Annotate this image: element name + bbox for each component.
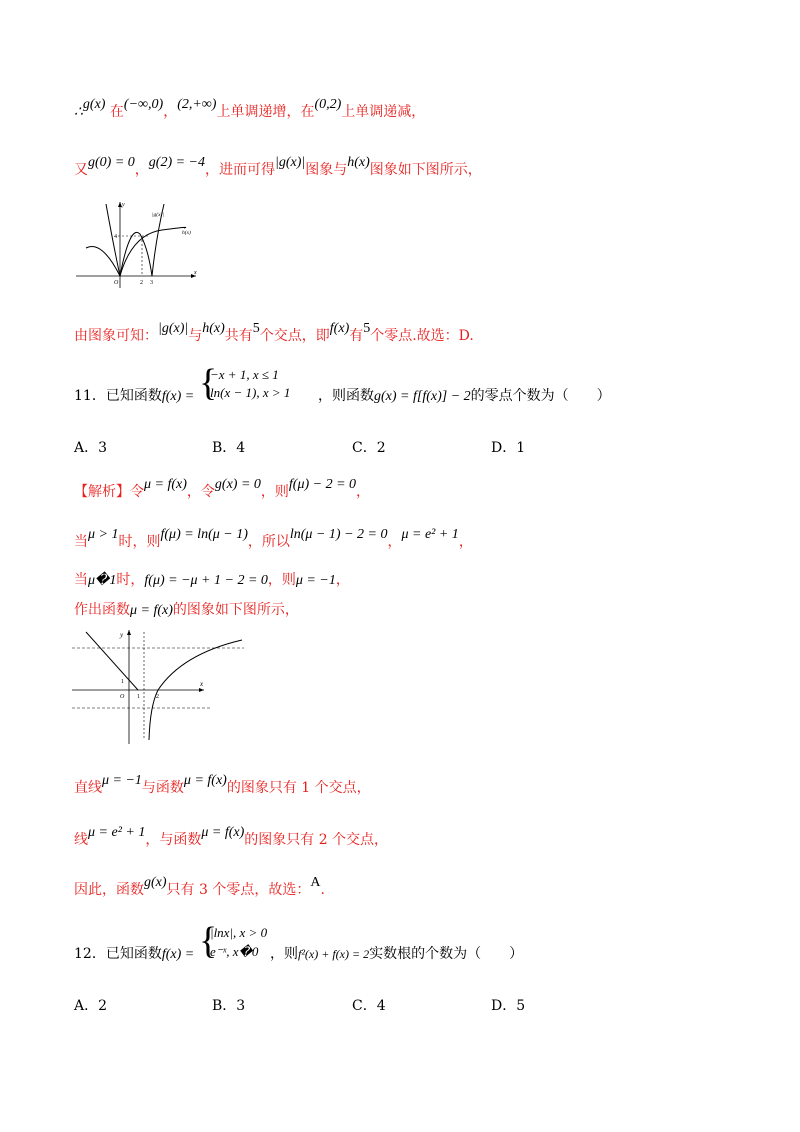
q11-piece-1: −x + 1, x ≤ 1 [210, 367, 279, 382]
q12-piece-1: |lnx|, x > 0 [210, 925, 268, 940]
q12-option-c[interactable]: C．4 [352, 998, 386, 1014]
text-a: 由图象可知： [74, 328, 158, 344]
g-expr: g(x) [82, 97, 106, 112]
solution-line-4 [74, 600, 299, 621]
tick-1y: 1 [121, 679, 124, 685]
solution-line-2 [74, 527, 473, 553]
graph-abs-g-and-h [72, 198, 202, 290]
q12-tail [270, 944, 523, 964]
h-expr: h(x) [347, 155, 370, 170]
text-b: 与 [188, 328, 203, 344]
s2-shi: 时，则 [118, 534, 161, 550]
text-sep: ， [134, 162, 149, 178]
h-expr: h(x) [202, 321, 225, 336]
analysis-line-monotonicity [74, 97, 426, 123]
s2-c2: ， [458, 534, 473, 550]
q12-fx: f(x) = [161, 947, 195, 962]
abs-g-expr: |g(x)| [275, 155, 306, 170]
text-decreasing: 上单调递减， [341, 104, 426, 120]
tick-1x: 1 [137, 694, 140, 700]
s3-cond: μ�1 [88, 573, 117, 588]
s6-a: 线 [74, 832, 88, 848]
text-yu: 图象与 [305, 162, 348, 178]
s7-g: g(x) [144, 875, 167, 890]
s1-tag: 【解析】令 [74, 484, 144, 500]
s3-dang: 当 [74, 572, 88, 588]
interval-neg-inf-0: (−∞,0) [123, 97, 164, 112]
q12-piece-2: e⁻ˣ, x�0 [210, 944, 259, 959]
s2-eq: f(μ) = ln(μ − 1) [160, 527, 248, 542]
q11-tail [318, 386, 611, 407]
y-axis-arrow [127, 630, 131, 635]
text-mid: ，进而可得 [205, 162, 275, 178]
text-d: 个交点，即 [259, 328, 330, 344]
label-h: h(x) [182, 230, 191, 236]
q12-option-a[interactable]: A．2 [74, 998, 108, 1014]
s7-a: 因此，函数 [74, 882, 144, 898]
therefore-symbol: ∴ [74, 105, 83, 120]
q11-gx: g(x) = f[f(x)] − 2 [374, 389, 471, 404]
label-abs-g: |g(x)| [152, 212, 164, 218]
tick-3: 3 [150, 280, 153, 286]
g2-expr: g(2) = −4 [148, 155, 205, 170]
text-you: 又 [74, 162, 88, 178]
f-expr: f(x) [329, 321, 350, 336]
text-e: 有 [349, 328, 364, 344]
s7-dot: . [320, 882, 325, 898]
s2-dang: 当 [74, 534, 88, 550]
q12-option-b[interactable]: B．3 [212, 998, 246, 1014]
g0-expr: g(0) = 0 [88, 155, 135, 170]
q12-mid: ，则 [270, 946, 298, 962]
s5-c: 的图象只有 1 个交点， [226, 780, 371, 796]
line-piece [86, 632, 138, 690]
s1-c2: ，则 [260, 484, 289, 500]
text-zai: 在 [109, 104, 124, 120]
graph-mu-f-x [72, 628, 247, 746]
text-c: 共有 [224, 328, 253, 344]
s3-eq: f(μ) = −μ + 1 − 2 = 0 [144, 573, 268, 588]
tick-4: 4 [114, 234, 117, 240]
text-end: 图象如下图所示， [369, 162, 482, 178]
question-12-stem [74, 944, 194, 965]
q12-eq: f²(x) + f(x) = 2 [298, 947, 370, 961]
interval-2-inf: (2,+∞) [177, 97, 217, 112]
s4-b: 的图象如下图所示， [172, 602, 299, 618]
s3-res: μ = −1 [295, 573, 336, 588]
analysis-line-values [74, 155, 482, 181]
s7-b: 只有 3 个零点，故选： [166, 882, 311, 898]
s5-b: 与函数 [141, 780, 184, 796]
s6-b: ，与函数 [145, 832, 202, 848]
solution-line-3 [74, 570, 350, 591]
text-increasing: 上单调递增，在 [216, 104, 315, 120]
x-axis-arrow [199, 688, 204, 692]
q11-option-c[interactable]: C．2 [352, 440, 386, 456]
q11-option-b[interactable]: B．4 [212, 440, 246, 456]
s2-c: ， [387, 534, 402, 550]
solution-line-6 [74, 825, 389, 851]
s1-c3: ， [356, 484, 371, 500]
s5-a: 直线 [74, 780, 102, 796]
s6-eq: μ = e² + 1 [88, 825, 146, 840]
s3-ze: ，则 [267, 572, 296, 588]
s2-eq2: ln(μ − 1) − 2 = 0 [289, 527, 388, 542]
tick-2: 2 [140, 280, 143, 286]
origin-label: O [114, 280, 119, 286]
q12-brace: { [199, 920, 218, 962]
origin-label: O [120, 694, 125, 700]
solution-line-5 [74, 773, 371, 799]
x-label: x [200, 680, 204, 688]
s6-c: 的图象只有 2 个交点， [244, 832, 389, 848]
q11-fx: f(x) = [161, 389, 195, 404]
s5-eq2: μ = f(x) [183, 773, 227, 788]
tick-2x: 2 [156, 694, 159, 700]
solution-line-1 [74, 477, 371, 503]
s5-eq: μ = −1 [102, 773, 142, 788]
q11-piece-2: ln(x − 1), x > 1 [210, 385, 291, 400]
x-label: x [194, 270, 197, 276]
s3-c: ， [335, 572, 350, 588]
q11-tail-text: 的零点个数为（ ） [470, 388, 611, 404]
interval-0-2: (0,2) [314, 97, 342, 112]
q11-mid: ，则函数 [318, 388, 374, 404]
s1-g0: g(x) = 0 [214, 477, 261, 492]
y-label: y [122, 202, 125, 208]
s2-res: μ = e² + 1 [401, 527, 459, 542]
y-label: y [120, 631, 124, 639]
text-comma: ， [163, 104, 178, 120]
analysis-line-conclusion [74, 321, 474, 347]
s2-so: ，所以 [247, 534, 290, 550]
text-g: 个零点.故选：D. [370, 328, 474, 344]
q12-option-d[interactable]: D．5 [491, 998, 526, 1014]
curve-h [86, 227, 186, 276]
q11-option-a[interactable]: A．3 [74, 440, 108, 456]
solution-line-7 [74, 875, 325, 901]
s2-cond: μ > 1 [88, 527, 119, 542]
q11-number: 11．已知函数 [74, 388, 162, 404]
s6-eq2: μ = f(x) [201, 825, 245, 840]
s1-eq: f(μ) − 2 = 0 [288, 477, 357, 492]
s7-answer: A [310, 875, 321, 890]
s1-c1: ，令 [186, 484, 215, 500]
q11-brace: { [199, 362, 218, 404]
count-5: 5 [252, 321, 260, 336]
s4-eq: μ = f(x) [130, 603, 173, 618]
s1-mu: μ = f(x) [144, 477, 187, 492]
abs-g-expr: |g(x)| [158, 321, 189, 336]
s4-a: 作出函数 [74, 602, 130, 618]
q12-tail-text: 实数根的个数为（ ） [369, 946, 524, 962]
s3-shi: 时， [116, 572, 145, 588]
q12-number: 12．已知函数 [74, 946, 162, 962]
count-5b: 5 [363, 321, 371, 336]
q11-option-d[interactable]: D．1 [491, 440, 526, 456]
question-11-stem [74, 386, 194, 407]
